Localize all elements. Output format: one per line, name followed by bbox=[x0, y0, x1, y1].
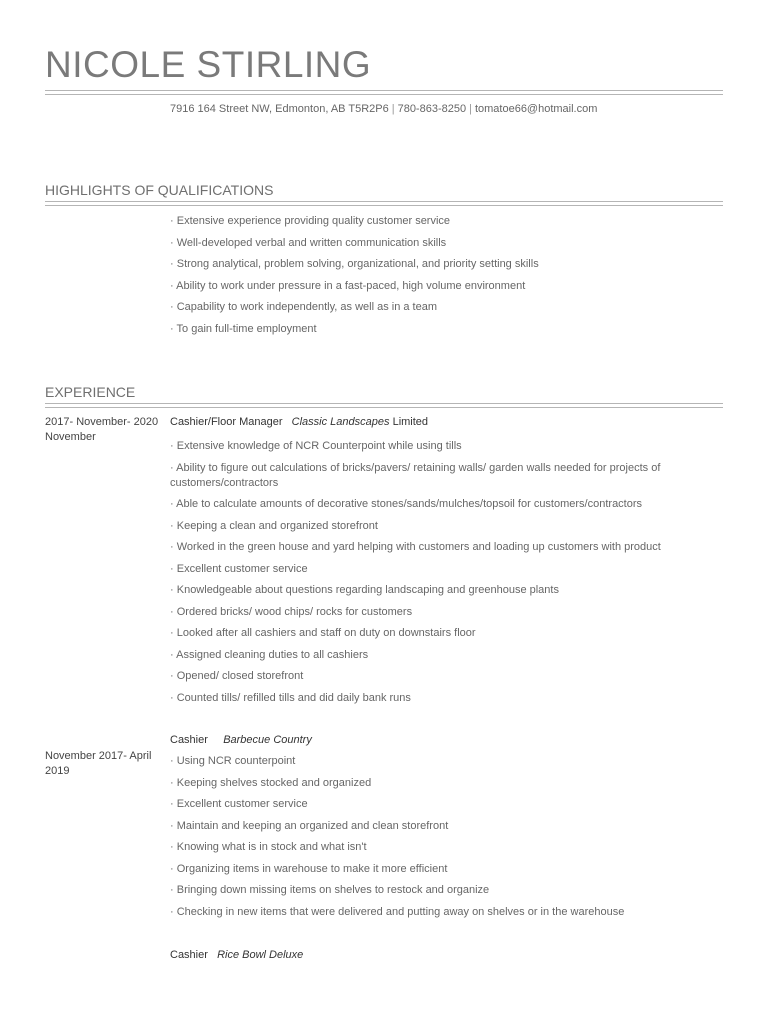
list-item: · Ability to figure out calculations of bricks/pavers/ retaining walls/ garden walls needed for projects of customers/contractors bbox=[170, 461, 690, 491]
list-item: · To gain full-time employment bbox=[170, 322, 690, 337]
job-duties-list bbox=[170, 439, 690, 712]
job-role: Cashier bbox=[170, 949, 208, 961]
contact-email[interactable]: tomatoe66@hotmail.com bbox=[474, 103, 598, 115]
list-item: · Maintain and keeping an organized and clean storefront bbox=[170, 819, 690, 834]
job-title bbox=[170, 949, 303, 961]
experience-heading: EXPERIENCE bbox=[45, 384, 136, 400]
list-item: · Opened/ closed storefront bbox=[170, 669, 690, 684]
list-item: · Excellent customer service bbox=[170, 797, 690, 812]
experience-divider bbox=[45, 403, 723, 408]
qualifications-divider bbox=[45, 201, 723, 206]
contact-separator: | bbox=[391, 103, 395, 115]
contact-address: 7916 164 Street NW, Edmonton, AB T5R2P6 bbox=[170, 103, 389, 115]
list-item: · Looked after all cashiers and staff on duty on downstairs floor bbox=[170, 626, 690, 641]
job-company-suffix: Limited bbox=[389, 416, 429, 428]
list-item: · Knowledgeable about questions regarding landscaping and greenhouse plants bbox=[170, 583, 690, 598]
list-item: · Extensive experience providing quality customer service bbox=[170, 214, 690, 229]
job-dates: 2017- November- 2020 November bbox=[45, 416, 159, 443]
header-divider bbox=[45, 90, 723, 95]
qualifications-heading: HIGHLIGHTS OF QUALIFICATIONS bbox=[45, 182, 274, 198]
job-company: Rice Bowl Deluxe bbox=[217, 949, 304, 961]
list-item: · Strong analytical, problem solving, organizational, and priority setting skills bbox=[170, 257, 690, 272]
job-company: Classic Landscapes bbox=[291, 416, 390, 428]
list-item: · Bringing down missing items on shelves to restock and organize bbox=[170, 883, 690, 898]
job-company: Barbecue Country bbox=[223, 734, 312, 746]
list-item: · Checking in new items that were delivered and putting away on shelves or in the warehouse bbox=[170, 905, 690, 920]
contact-line bbox=[170, 103, 597, 115]
list-item: · Knowing what is in stock and what isn't bbox=[170, 840, 690, 855]
candidate-name: NICOLE STIRLING bbox=[45, 44, 372, 85]
list-item: · Organizing items in warehouse to make it more efficient bbox=[170, 862, 690, 877]
contact-phone: 780-863-8250 bbox=[397, 103, 467, 115]
list-item: · Using NCR counterpoint bbox=[170, 754, 690, 769]
job-dates: November 2017- April 2019 bbox=[45, 750, 152, 777]
list-item: · Assigned cleaning duties to all cashiers bbox=[170, 648, 690, 663]
list-item: · Excellent customer service bbox=[170, 562, 690, 577]
list-item: · Well-developed verbal and written communication skills bbox=[170, 236, 690, 251]
job-duties-list bbox=[170, 754, 690, 926]
job-title bbox=[170, 416, 428, 428]
qualifications-list bbox=[170, 214, 690, 343]
list-item: · Able to calculate amounts of decorative stones/sands/mulches/topsoil for customers/contractors bbox=[170, 497, 690, 512]
list-item: · Counted tills/ refilled tills and did daily bank runs bbox=[170, 691, 690, 706]
list-item: · Extensive knowledge of NCR Counterpoint while using tills bbox=[170, 439, 690, 454]
list-item: · Ability to work under pressure in a fast-paced, high volume environment bbox=[170, 279, 690, 294]
list-item: · Capability to work independently, as well as in a team bbox=[170, 300, 690, 315]
job-role: Cashier bbox=[170, 734, 208, 746]
list-item: · Keeping a clean and organized storefront bbox=[170, 519, 690, 534]
list-item: · Worked in the green house and yard helping with customers and loading up customers with product bbox=[170, 540, 690, 555]
list-item: · Keeping shelves stocked and organized bbox=[170, 776, 690, 791]
list-item: · Ordered bricks/ wood chips/ rocks for customers bbox=[170, 605, 690, 620]
contact-separator: | bbox=[469, 103, 472, 115]
job-role: Cashier/Floor Manager bbox=[170, 416, 283, 428]
job-title bbox=[170, 734, 312, 746]
